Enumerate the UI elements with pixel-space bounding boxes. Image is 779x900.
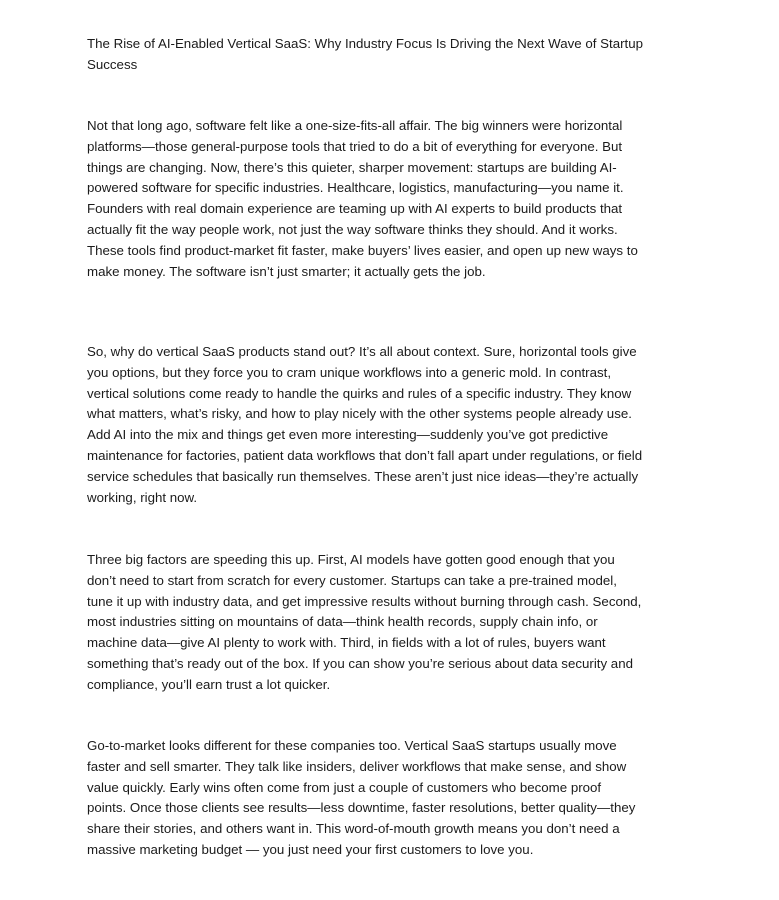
paragraph-2: So, why do vertical SaaS products stand out? It’s all about context. Sure, horizontal tools give you options, but they force you to cram unique workflows into a generic mold. In contrast, vertical solutions come ready to handle the quirks and rules of a specific industry. They know what matters, what’s risky, and how to play nicely with the other systems people already use. Add AI into the mix and things get even more interesting—suddenly you’ve got predictive maintenance for factories, patient data workflows that don’t fall apart under regulations, or field service schedules that basically run themselves. These aren’t just nice ideas—they’re actually working, right now. [87,344,643,505]
document-title: The Rise of AI-Enabled Vertical SaaS: Why Industry Focus Is Driving the Next Wave of Startup Success [87,36,644,72]
document-page [87,34,647,857]
paragraph-3: Three big factors are speeding this up. First, AI models have gotten good enough that you don’t need to start from scratch for every customer. Startups can take a pre-trained model, tune it up with industry data, and get impressive results without burning through cash. Second, most industries sitting on mountains of data—think health records, supply chain info, or machine data—give AI plenty to work with. Third, in fields with a lot of rules, buyers want something that’s ready out of the box. If you can show you’re serious about data security and compliance, you’ll earn trust a lot quicker. [87,552,642,692]
paragraph-1: Not that long ago, software felt like a one-size-fits-all affair. The big winners were horizontal platforms—those general-purpose tools that tried to do a bit of everything for everyone. But things are changing. Now, there’s this quieter, sharper movement: startups are building AI-powered software for specific industries. Healthcare, logistics, manufacturing—you name it. Founders with real domain experience are teaming up with AI experts to build products that actually fit the way people work, not just the way software thinks they should. And it works. These tools find product-market fit faster, make buyers’ lives easier, and open up new ways to make money. The software isn’t just smarter; it actually gets the job. [87,118,638,279]
paragraph-4: Go-to-market looks different for these companies too. Vertical SaaS startups usually move faster and sell smarter. They talk like insiders, deliver workflows that make sense, and show value quickly. Early wins often come from just a couple of customers who become proof points. Once those clients see results—less downtime, faster resolutions, better quality—they share their stories, and others want in. This word-of-mouth growth means you don’t need a massive marketing budget — you just need your first customers to love you. [87,738,636,857]
